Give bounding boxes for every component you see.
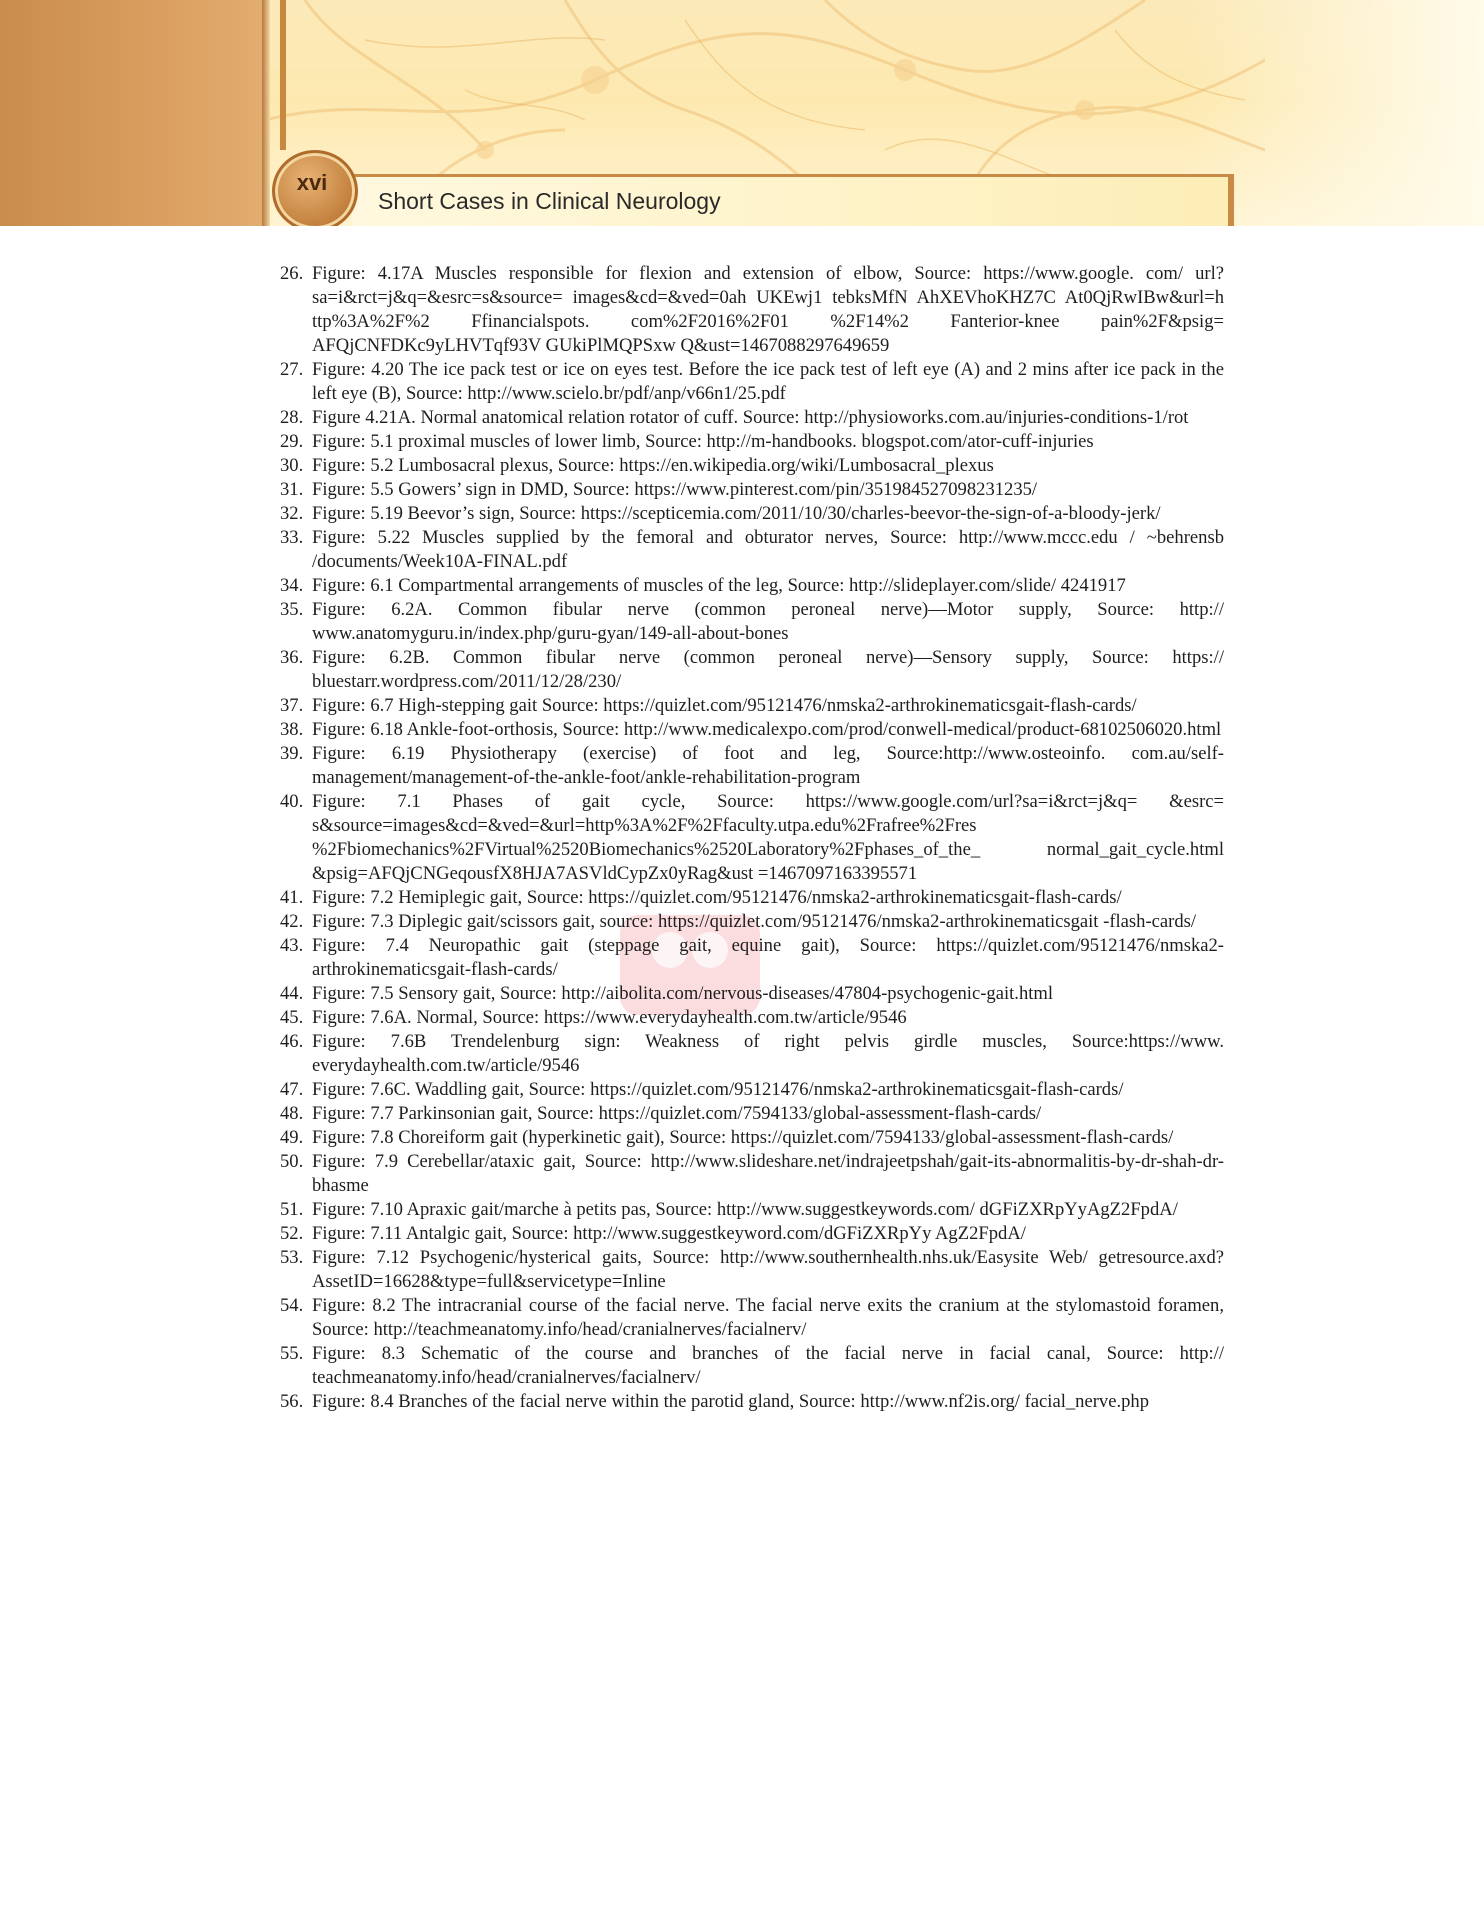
reference-text: Figure: 7.7 Parkinsonian gait, Source: https://quizlet.com/7594133/global-assessment-flash-cards/ (312, 1103, 1042, 1124)
reference-number: 55. (280, 1343, 304, 1364)
reference-number: 41. (280, 887, 304, 908)
reference-number: 45. (280, 1007, 304, 1028)
reference-number: 40. (280, 791, 304, 812)
reference-text: Figure: 5.1 proximal muscles of lower limb, Source: http://m-handbooks. blogspot.com/ator-cuff-injuries (312, 431, 1094, 452)
reference-text: Figure: 7.4 Neuropathic gait (steppage gait, equine gait), Source: https://quizlet.com/95121476/nmska2-arthrokinematicsgait-flash-cards/ (312, 935, 1224, 980)
reference-text: Figure: 8.3 Schematic of the course and branches of the facial nerve in facial canal, Source: http:// teachmeanatomy.info/head/cranialnerves/facialnerv/ (312, 1343, 1224, 1388)
reference-number: 35. (280, 599, 304, 620)
header-left-band (0, 0, 265, 226)
reference-text: Figure: 7.2 Hemiplegic gait, Source: https://quizlet.com/95121476/nmska2-arthrokinematicsgait-flash-cards/ (312, 887, 1122, 908)
reference-number: 28. (280, 407, 304, 428)
reference-item (280, 1222, 1224, 1246)
reference-text: Figure: 8.2 The intracranial course of the facial nerve. The facial nerve exits the cranium at the stylomastoid foramen, Source: http://teachmeanatomy.info/head/cranialnerves/facialnerv/ (312, 1295, 1224, 1340)
title-box-end-rule (1228, 174, 1234, 226)
reference-item (280, 742, 1224, 790)
page-header (0, 0, 1484, 226)
reference-text: Figure: 6.2A. Common fibular nerve (common peroneal nerve)—Motor supply, Source: http:// www.anatomyguru.in/index.php/guru-gyan/149-all-about-bones (312, 599, 1224, 644)
reference-text: Figure: 6.18 Ankle-foot-orthosis, Source: http://www.medicalexpo.com/prod/conwell-medical/product-68102506020.html (312, 719, 1222, 740)
reference-item (280, 358, 1224, 406)
reference-item (280, 886, 1224, 910)
reference-number: 48. (280, 1103, 304, 1124)
reference-item (280, 1078, 1224, 1102)
reference-text: Figure: 6.19 Physiotherapy (exercise) of foot and leg, Source:http://www.osteoinfo. com.au/self-management/management-of-the-ankle-foot/ankle-rehabilitation-program (312, 743, 1224, 788)
reference-number: 44. (280, 983, 304, 1004)
reference-item (280, 934, 1224, 982)
header-vertical-rule (280, 0, 286, 150)
reference-item (280, 694, 1224, 718)
reference-item (280, 430, 1224, 454)
reference-text: Figure: 6.1 Compartmental arrangements of muscles of the leg, Source: http://slideplayer.com/slide/ 4241917 (312, 575, 1126, 596)
reference-number: 34. (280, 575, 304, 596)
reference-text: Figure: 7.6A. Normal, Source: https://www.everydayhealth.com.tw/article/9546 (312, 1007, 907, 1028)
reference-number: 50. (280, 1151, 304, 1172)
reference-number: 29. (280, 431, 304, 452)
reference-number: 36. (280, 647, 304, 668)
reference-number: 49. (280, 1127, 304, 1148)
reference-number: 38. (280, 719, 304, 740)
reference-item (280, 1030, 1224, 1078)
reference-text: Figure: 5.22 Muscles supplied by the femoral and obturator nerves, Source: http://www.mccc.edu / ~behrensb /documents/Week10A-FINAL.pdf (312, 527, 1224, 572)
reference-item (280, 502, 1224, 526)
reference-number: 27. (280, 359, 304, 380)
reference-item (280, 982, 1224, 1006)
reference-number: 47. (280, 1079, 304, 1100)
reference-item (280, 1198, 1224, 1222)
reference-item (280, 1102, 1224, 1126)
reference-item (280, 718, 1224, 742)
reference-text: Figure: 8.4 Branches of the facial nerve within the parotid gland, Source: http://www.nf2is.org/ facial_nerve.php (312, 1391, 1150, 1412)
reference-number: 42. (280, 911, 304, 932)
reference-item (280, 1150, 1224, 1198)
reference-text: Figure: 6.7 High-stepping gait Source: https://quizlet.com/95121476/nmska2-arthrokinematicsgait-flash-cards/ (312, 695, 1137, 716)
reference-text: Figure: 4.17A Muscles responsible for flexion and extension of elbow, Source: https://www.google. com/ url?sa=i&rct=j&q=&esrc=s&source= images&cd=&ved=0ah UKEwj1 tebksMfN AhXEVhoKHZ7C At0QjRwIBw&url=h ttp%3A%2F%2 Ffinancialspots. com%2F2016%2F01 %2F14%2 Fanterior-knee pain%2F&psig= AFQjCNFDKc9yLHVTqf93V GUkiPlMQPSxw Q&ust=1467088297649659 (312, 263, 1224, 356)
reference-item (280, 598, 1224, 646)
reference-item (280, 1246, 1224, 1294)
reference-text: Figure: 7.3 Diplegic gait/scissors gait, source: https://quizlet.com/95121476/nmska2-arthrokinematicsgait -flash-cards/ (312, 911, 1197, 932)
reference-number: 43. (280, 935, 304, 956)
reference-item (280, 406, 1224, 430)
reference-text: Figure: 6.2B. Common fibular nerve (common peroneal nerve)—Sensory supply, Source: https:// bluestarr.wordpress.com/2011/12/28/230/ (312, 647, 1224, 692)
book-title: Short Cases in Clinical Neurology (378, 188, 721, 214)
reference-number: 39. (280, 743, 304, 764)
reference-number: 31. (280, 479, 304, 500)
reference-text: Figure: 5.19 Beevor’s sign, Source: https://scepticemia.com/2011/10/30/charles-beevor-the-sign-of-a-bloody-jerk/ (312, 503, 1161, 524)
reference-text: Figure: 7.11 Antalgic gait, Source: http://www.suggestkeyword.com/dGFiZXRpYy AgZ2FpdA/ (312, 1223, 1026, 1244)
reference-number: 53. (280, 1247, 304, 1268)
reference-item (280, 1006, 1224, 1030)
reference-text: Figure: 7.5 Sensory gait, Source: http://aibolita.com/nervous-diseases/47804-psychogenic-gait.html (312, 983, 1054, 1004)
reference-item (280, 478, 1224, 502)
reference-number: 26. (280, 263, 304, 284)
reference-item (280, 262, 1224, 358)
reference-text: Figure: 7.6C. Waddling gait, Source: https://quizlet.com/95121476/nmska2-arthrokinematicsgait-flash-cards/ (312, 1079, 1124, 1100)
reference-number: 56. (280, 1391, 304, 1412)
reference-number: 54. (280, 1295, 304, 1316)
reference-text: Figure: 7.6B Trendelenburg sign: Weakness of right pelvis girdle muscles, Source:https://www. everydayhealth.com.tw/article/9546 (312, 1031, 1224, 1076)
reference-number: 33. (280, 527, 304, 548)
reference-text: Figure: 7.12 Psychogenic/hysterical gaits, Source: http://www.southernhealth.nhs.uk/Easysite Web/ getresource.axd?AssetID=16628&type=full&servicetype=Inline (312, 1247, 1224, 1292)
reference-text: Figure: 7.8 Choreiform gait (hyperkinetic gait), Source: https://quizlet.com/7594133/global-assessment-flash-cards/ (312, 1127, 1174, 1148)
reference-item (280, 1390, 1224, 1414)
reference-item (280, 574, 1224, 598)
page-number: xvi (296, 170, 328, 195)
reference-item (280, 646, 1224, 694)
figure-source-list (280, 262, 1224, 1414)
reference-text: Figure: 5.5 Gowers’ sign in DMD, Source: https://www.pinterest.com/pin/351984527098231235/ (312, 479, 1038, 500)
reference-text: Figure: 7.10 Apraxic gait/marche à petits pas, Source: http://www.suggestkeywords.com/ dGFiZXRpYyAgZ2FpdA/ (312, 1199, 1178, 1220)
reference-number: 51. (280, 1199, 304, 1220)
reference-item (280, 526, 1224, 574)
reference-item (280, 910, 1224, 934)
neuron-background-illustration (265, 0, 1265, 200)
reference-item (280, 454, 1224, 478)
reference-number: 46. (280, 1031, 304, 1052)
reference-item (280, 1126, 1224, 1150)
reference-number: 30. (280, 455, 304, 476)
reference-text: Figure: 4.20 The ice pack test or ice on eyes test. Before the ice pack test of left eye (A) and 2 mins after ice pack in the left eye (B), Source: http://www.scielo.br/pdf/anp/v66n1/25.pdf (312, 359, 1224, 404)
reference-text: Figure 4.21A. Normal anatomical relation rotator of cuff. Source: http://physioworks.com.au/injuries-conditions-1/rot (312, 407, 1189, 428)
reference-item (280, 1342, 1224, 1390)
reference-text: Figure: 7.9 Cerebellar/ataxic gait, Source: http://www.slideshare.net/indrajeetpshah/gait-its-abnormalitis-by-dr-shah-dr-bhasme (312, 1151, 1224, 1196)
header-left-band-edge (262, 0, 270, 226)
reference-text: Figure: 7.1 Phases of gait cycle, Source: https://www.google.com/url?sa=i&rct=j&q= &esrc= s&source=images&cd=&ved=&url=http%3A%2F%2Ffaculty.utpa.edu%2Frafree%2Fres %2Fbiomechanics%2FVirtual%2520Biomechanics%2520Laboratory%2Fphases_of_the_ normal_gait_cycle.html &psig=AFQjCNGeqousfX8HJA7ASVldCypZx0yRag&ust =1467097163395571 (312, 791, 1224, 884)
reference-item (280, 790, 1224, 886)
reference-item (280, 1294, 1224, 1342)
reference-number: 37. (280, 695, 304, 716)
reference-number: 52. (280, 1223, 304, 1244)
reference-text: Figure: 5.2 Lumbosacral plexus, Source: https://en.wikipedia.org/wiki/Lumbosacral_plexus (312, 455, 994, 476)
reference-number: 32. (280, 503, 304, 524)
